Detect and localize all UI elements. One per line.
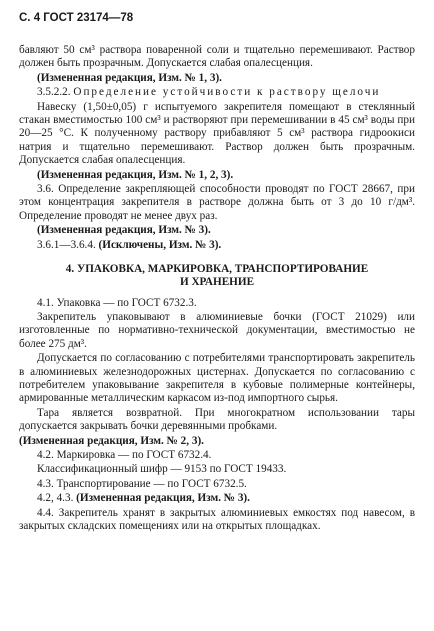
paragraph: 4.1. Упаковка — по ГОСТ 6732.3. [37, 296, 197, 309]
paragraph: 4.4. Закрепитель хранят в закрытых алюминиевых емкостях под навесом, в закрытых складских помещениях или на открытых площадках. [19, 506, 415, 532]
section-title-line: И ХРАНЕНИЕ [179, 276, 255, 289]
subsection-title: Определение устойчивости к раствору щелочи [73, 86, 381, 99]
amendment-note: (Измененная редакция, Изм. № 2, 3). [19, 434, 204, 447]
paragraph: бавляют 50 см³ раствора поваренной соли и тщательно перемешивают. Раствор должен быть прозрачным. Допускается слабая опалесценция. [19, 44, 415, 70]
amendment-note: (Измененная редакция, Изм. № 3). [76, 492, 250, 505]
paragraph: Тара является возвратной. При многократном использовании тары допускается закрывать бочки деревянными пробками. [19, 406, 415, 433]
paragraph: Классификационный шифр — 9153 по ГОСТ 19433. [37, 463, 287, 476]
subsection-heading-3-5-2-2 [19, 86, 415, 99]
paragraph: 3.6. Определение закрепляющей способности проводят по ГОСТ 28667, при этом концентрация закрепителя в растворе должна быть от 3 до 10 г/дм³. Определение проводят не менее двух раз. [19, 183, 415, 222]
excluded-clauses [19, 239, 415, 252]
amendment-note: (Измененная редакция, Изм. № 1, 3). [37, 71, 222, 84]
paragraph: 4.2. Маркировка — по ГОСТ 6732.4. [37, 448, 212, 461]
document-body [19, 44, 415, 534]
excluded-note: (Исключены, Изм. № 3). [98, 238, 222, 251]
page-header: С. 4 ГОСТ 23174—78 [19, 12, 134, 24]
paragraph: Навеску (1,50±0,05) г испытуемого закрепителя помещают в стеклянный стакан вместимостью 100 см³ и растворяют при перемешивании в 45 см³ воды при 20—25 °С. К полученному раствору прибавляют 5 см³ раствора гидроокиси натрия и тщательно перемешивают. Раствор должен быть прозрачным. Допускается слабая опалесценция. [19, 100, 415, 167]
amendment-note: (Измененная редакция, Изм. № 1, 2, 3). [37, 168, 234, 181]
clause-numbers: 4.2, 4.3. [37, 492, 74, 505]
amendment-clauses [19, 492, 415, 505]
paragraph: 4.3. Транспортирование — по ГОСТ 6732.5. [37, 477, 247, 490]
section-4-title [19, 263, 415, 289]
subsection-number: 3.5.2.2. [37, 86, 71, 99]
clause-numbers: 3.6.1—3.6.4. [37, 238, 96, 251]
paragraph: Допускается по согласованию с потребителями транспортировать закрепитель в алюминиевых железнодорожных цистернах. Допускается по согласованию с потребителем упаковывание закрепителя в кубовые полимерные контейнеры, армированные металлическим каркасом из-под импортного сырья. [19, 352, 415, 405]
amendment-note: (Измененная редакция, Изм. № 3). [37, 224, 211, 237]
section-title-line: 4. УПАКОВКА, МАРКИРОВКА, ТРАНСПОРТИРОВАНИЕ [65, 263, 369, 276]
paragraph: Закрепитель упаковывают в алюминиевые бочки (ГОСТ 21029) или изготовленные по нормативно-технической документации, вместимостью не более 275 дм³. [19, 310, 415, 350]
